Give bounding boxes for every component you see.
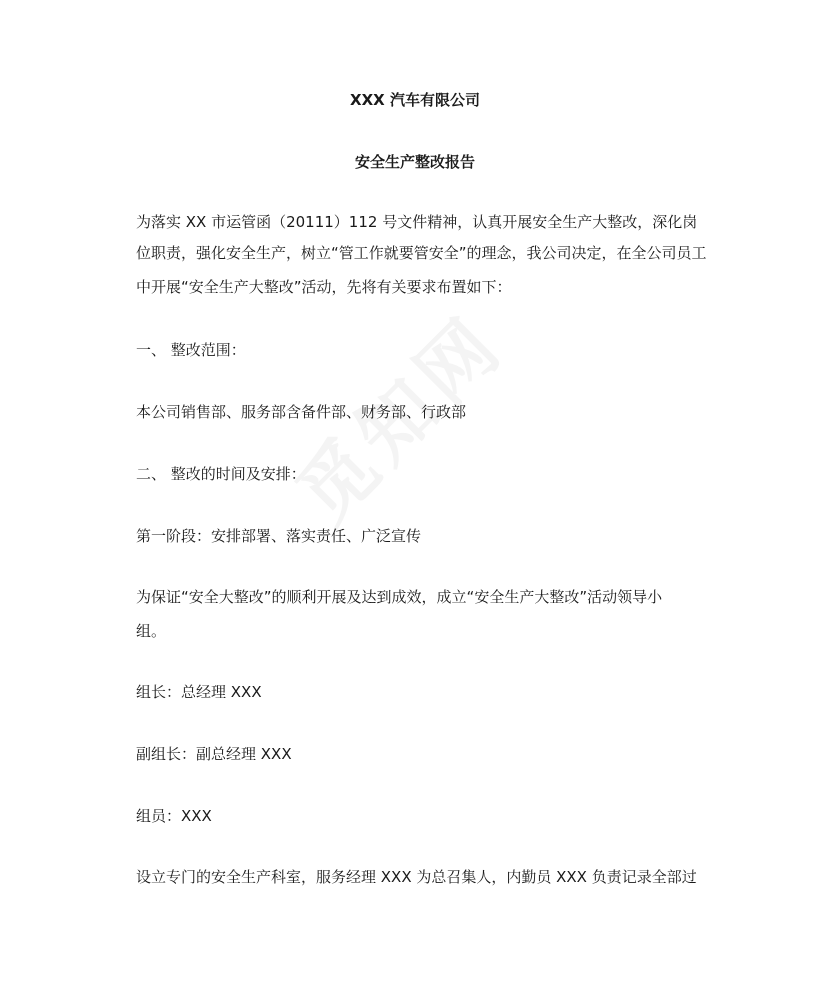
paragraph-line: 本公司销售部、服务部含备件部、财务部、行政部: [136, 403, 467, 421]
paragraph-line: 为保证“安全大整改”的顺利开展及达到成效，成立“安全生产大整改”活动领导小: [136, 588, 663, 606]
report-title: 安全生产整改报告: [354, 153, 475, 171]
paragraph-line: 位职责，强化安全生产，树立“管工作就要管安全”的理念，我公司决定，在全公司员工: [136, 244, 707, 262]
paragraph-line: 为落实 XX 市运管函（20111）112 号文件精神，认真开展安全生产大整改，深化岗: [136, 213, 698, 231]
paragraph-line: 组员：XXX: [136, 807, 212, 825]
paragraph-line: 组长：总经理 XXX: [136, 683, 262, 701]
paragraph-line: 组。: [136, 622, 167, 640]
company-title: XXX 汽车有限公司: [350, 91, 480, 109]
paragraph-line: 设立专门的安全生产科室，服务经理 XXX 为总召集人，内勤员 XXX 负责记录全部过: [136, 868, 697, 886]
paragraph-line: 中开展“安全生产大整改”活动，先将有关要求布置如下：: [136, 278, 512, 296]
section-heading-2: 二、 整改的时间及安排：: [136, 465, 306, 483]
paragraph-line: 第一阶段：安排部署、落实责任、广泛宣传: [136, 527, 422, 545]
section-heading-1: 一、 整改范围：: [136, 341, 246, 359]
paragraph-line: 副组长：副总经理 XXX: [136, 745, 292, 763]
